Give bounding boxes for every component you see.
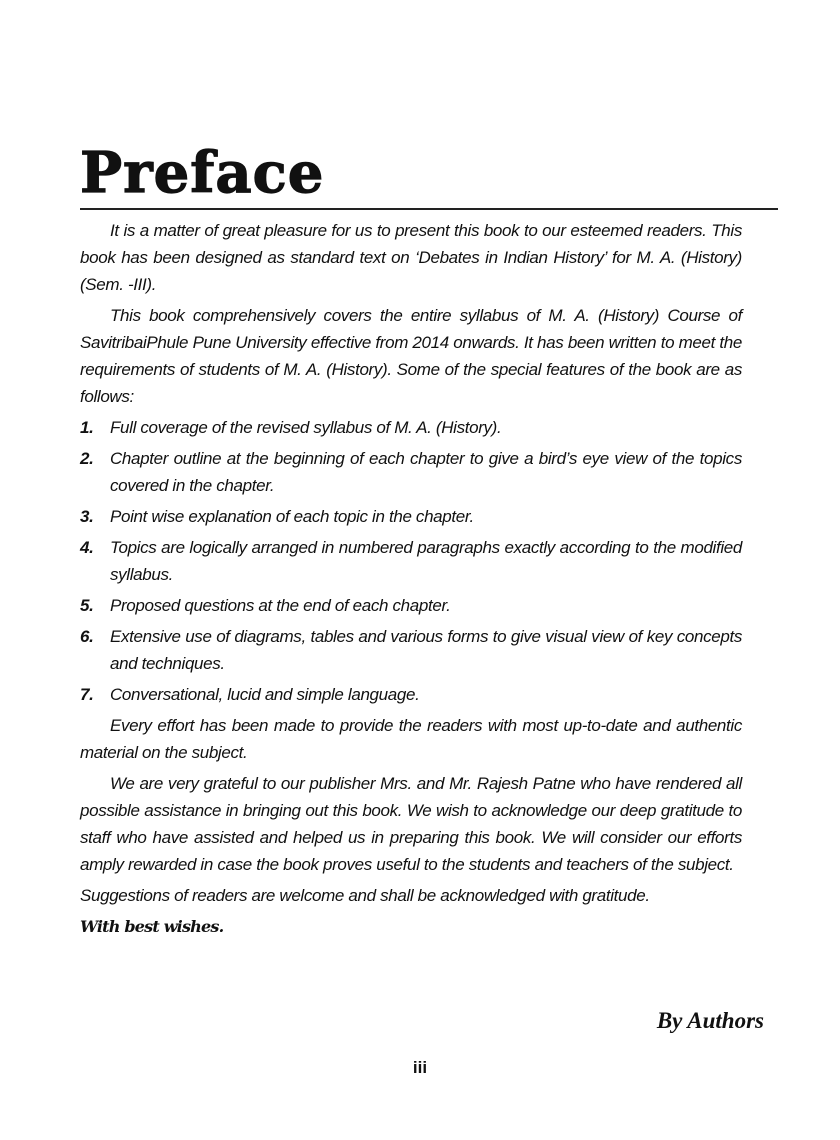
list-text: Chapter outline at the beginning of each chapter to give a bird’s eye view of the topics covered in the chapter. <box>110 449 742 495</box>
best-wishes: With best wishes. <box>80 917 224 936</box>
page-title: Preface <box>80 140 325 206</box>
list-item <box>80 623 742 677</box>
signature: By Authors <box>656 1008 764 1033</box>
outro-paragraph: Every effort has been made to provide the readers with most up-to-date and authentic material on the subject. <box>80 716 742 762</box>
list-number: 6. <box>80 627 94 646</box>
list-number: 5. <box>80 596 94 615</box>
list-number: 7. <box>80 685 94 704</box>
intro-paragraph: It is a matter of great pleasure for us to present this book to our esteemed readers. This book has been designed as standard text on ‘Debates in Indian History’ for M. A. (History) (Sem. -III). <box>80 221 742 294</box>
list-text: Full coverage of the revised syllabus of M. A. (History). <box>110 418 502 437</box>
list-number: 1. <box>80 418 94 437</box>
suggestions-text: Suggestions of readers are welcome and shall be acknowledged with gratitude. <box>80 886 650 905</box>
list-item <box>80 445 742 499</box>
list-item <box>80 534 742 588</box>
list-number: 3. <box>80 507 94 526</box>
list-text: Extensive use of diagrams, tables and various forms to give visual view of key concepts and techniques. <box>110 627 742 673</box>
title-divider <box>80 208 778 210</box>
intro-paragraph: This book comprehensively covers the entire syllabus of M. A. (History) Course of SavitribaiPhule Pune University effective from 2014 onwards. It has been written to meet the requirements of students of M. A. (History). Some of the special features of the book are as follows: <box>80 306 742 406</box>
features-list <box>80 414 742 708</box>
list-number: 4. <box>80 538 94 557</box>
list-text: Point wise explanation of each topic in the chapter. <box>110 507 474 526</box>
list-item <box>80 503 742 530</box>
preface-body <box>80 217 742 944</box>
list-text: Conversational, lucid and simple language. <box>110 685 420 704</box>
list-text: Topics are logically arranged in numbered paragraphs exactly according to the modified syllabus. <box>110 538 742 584</box>
page-number: iii <box>412 1058 428 1077</box>
list-number: 2. <box>80 449 94 468</box>
list-item <box>80 681 742 708</box>
list-text: Proposed questions at the end of each chapter. <box>110 596 451 615</box>
list-item <box>80 414 742 441</box>
outro-paragraph: We are very grateful to our publisher Mrs. and Mr. Rajesh Patne who have rendered all possible assistance in bringing out this book. We wish to acknowledge our deep gratitude to staff who have assisted and helped us in preparing this book. We will consider our efforts amply rewarded in case the book proves useful to the students and teachers of the subject. <box>80 774 742 874</box>
list-item <box>80 592 742 619</box>
